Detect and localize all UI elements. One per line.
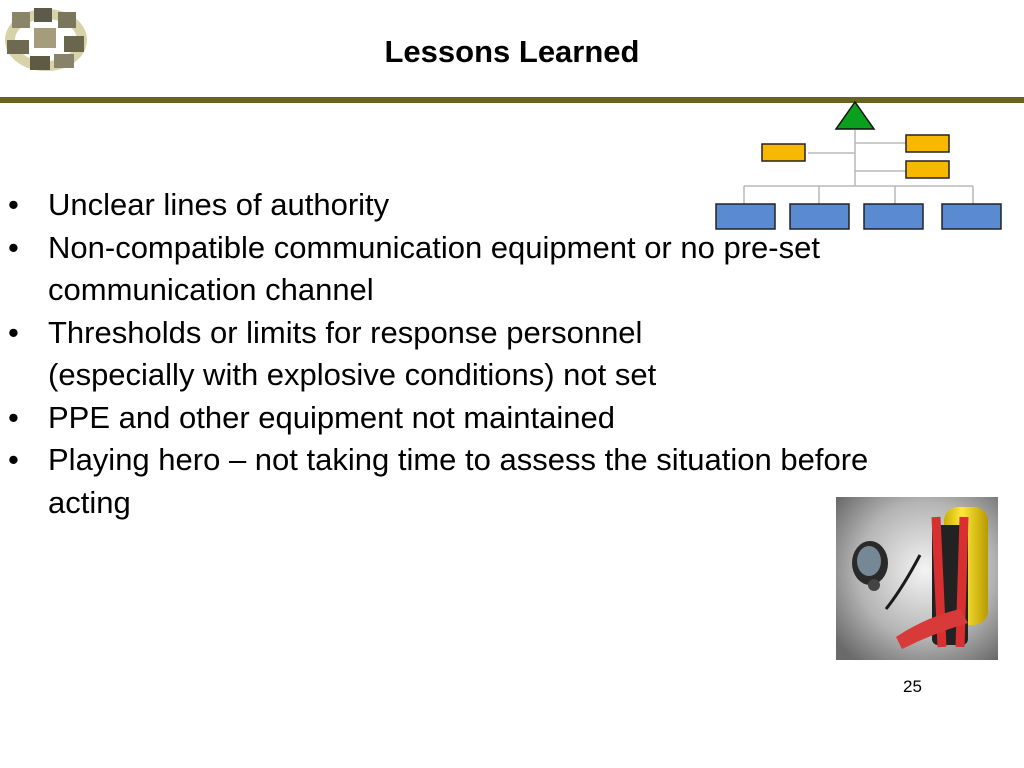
bullet-marker: •: [8, 229, 19, 265]
bullet-marker: •: [8, 442, 19, 477]
bullet-item: [0, 184, 900, 227]
bullet-text: Unclear lines of authority: [48, 187, 390, 222]
bullet-marker: •: [8, 187, 19, 222]
bullet-text: Non-compatible communication equipment or no pre-set communication channel: [48, 229, 820, 307]
bullet-text: Thresholds or limits for response personnel (especially with explosive conditions) not set: [48, 314, 657, 392]
bullet-marker: •: [8, 399, 19, 435]
slide-title: Lessons Learned: [384, 34, 640, 69]
bullet-text: Playing hero – not taking time to assess the situation before acting: [48, 442, 869, 520]
scba-breathing-apparatus-icon: [836, 497, 998, 660]
bullet-item: [0, 227, 900, 312]
bullet-item: [0, 439, 900, 524]
bullet-item: [0, 312, 900, 397]
bullet-marker: •: [8, 314, 19, 350]
page-number: 25: [903, 677, 922, 696]
bullet-list: [0, 184, 900, 524]
bullet-text: PPE and other equipment not maintained: [48, 399, 615, 435]
bullet-item: [0, 397, 900, 440]
